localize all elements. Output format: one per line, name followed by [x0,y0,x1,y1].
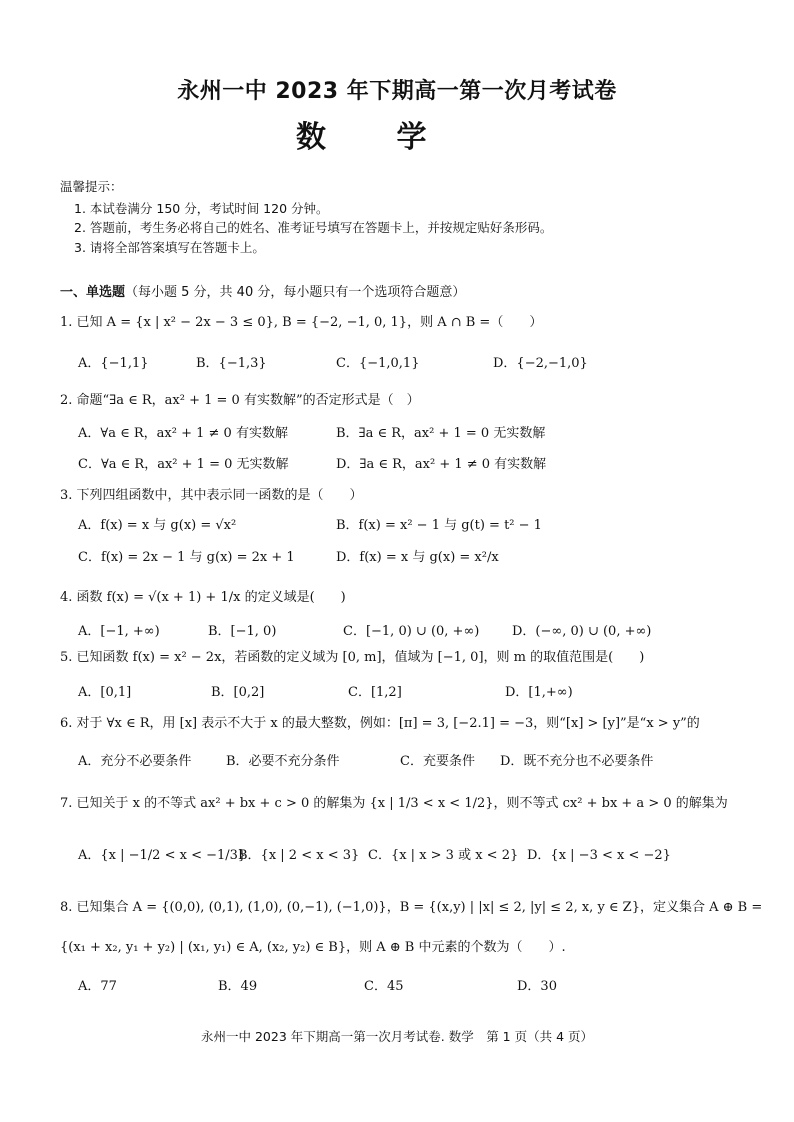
tips-heading: 温馨提示： [60,179,123,194]
question-stem: 4. 函数 f(x) = √(x + 1) + 1/x 的定义域是( ) [60,590,346,605]
question-stem: 1. 已知 A = {x | x² − 2x − 3 ≤ 0}, B = {−2, −1, 0, 1}，则 A ∩ B =（ ） [60,315,543,330]
option-c: C．[−1, 0) ∪ (0, +∞) [343,624,480,639]
option-d: D．{−2,−1,0} [493,356,588,371]
option-b: B．[0,2] [211,685,265,700]
option-c: C．充要条件 [400,754,475,769]
option-a: A．[0,1] [78,685,132,700]
option-d: D．[1,+∞) [505,685,573,700]
option-a: A．充分不必要条件 [78,754,192,769]
option-b: B．必要不充分条件 [226,754,340,769]
section-note: （每小题 5 分，共 40 分，每小题只有一个选项符合题意） [125,285,466,300]
option-b: B．f(x) = x² − 1 与 g(t) = t² − 1 [336,518,542,533]
option-b: B．{−1,3} [196,356,267,371]
question-stem: 6. 对于 ∀x ∈ R，用 [x] 表示不大于 x 的最大整数，例如：[π] = 3, [−2.1] = −3，则“[x] > [y]”是“x > y”的 [60,716,700,731]
question-stem: 5. 已知函数 f(x) = x² − 2x，若函数的定义域为 [0, m]，值域为 [−1, 0]，则 m 的取值范围是( ) [60,650,645,665]
section-title: 一、单选题 [60,285,126,300]
option-d: D．∃a ∈ R，ax² + 1 ≠ 0 有实数解 [336,457,547,472]
option-d: D．f(x) = x 与 g(x) = x²/x [336,550,499,565]
option-a: A．[−1, +∞) [78,624,160,639]
tip-item-2: 2. 答题前，考生务必将自己的姓名、准考证号填写在答题卡上，并按规定贴好条形码。 [74,220,553,235]
option-a: A．f(x) = x 与 g(x) = √x² [78,518,237,533]
exam-title: 永州一中 2023 年下期高一第一次月考试卷 [177,79,617,104]
section-heading [60,281,465,300]
subject-title: 数 学 [296,120,457,155]
option-a: A．{−1,1} [78,356,149,371]
question-stem: 3. 下列四组函数中，其中表示同一函数的是（ ） [60,488,363,503]
option-b: B．[−1, 0) [208,624,277,639]
option-c: C．{x | x > 3 或 x < 2} [368,848,519,863]
option-c: C．45 [364,979,404,994]
option-b: B．49 [218,979,258,994]
question-stem: 2. 命题“∃a ∈ R，ax² + 1 = 0 有实数解”的否定形式是（ ） [60,393,420,408]
tip-item-1: 1. 本试卷满分 150 分，考试时间 120 分钟。 [74,201,329,216]
tip-item-3: 3. 请将全部答案填写在答题卡上。 [74,240,265,255]
question-stem: 8. 已知集合 A = {(0,0), (0,1), (1,0), (0,−1), (−1,0)}，B = {(x,y) | |x| ≤ 2, |y| ≤ 2, x, y ∈ Z}，定义集合 A ⊕ B = [60,900,763,915]
page-footer: 永州一中 2023 年下期高一第一次月考试卷. 数学 第 1 页（共 4 页） [200,1029,593,1044]
option-d: D．{x | −3 < x < −2} [527,848,671,863]
option-b: B．∃a ∈ R，ax² + 1 = 0 无实数解 [336,426,546,441]
option-c: C．[1,2] [348,685,402,700]
option-a: A．{x | −1/2 < x < −1/3} [78,848,247,863]
option-a: A．∀a ∈ R，ax² + 1 ≠ 0 有实数解 [78,426,288,441]
question-stem: 7. 已知关于 x 的不等式 ax² + bx + c > 0 的解集为 {x | 1/3 < x < 1/2}，则不等式 cx² + bx + a > 0 的解集为 [60,796,728,811]
option-d: D．(−∞, 0) ∪ (0, +∞) [512,624,652,639]
option-b: B．{x | 2 < x < 3} [238,848,360,863]
option-c: C．∀a ∈ R，ax² + 1 = 0 无实数解 [78,457,289,472]
option-d: D．既不充分也不必要条件 [500,754,654,769]
option-c: C．f(x) = 2x − 1 与 g(x) = 2x + 1 [78,550,295,565]
option-c: C．{−1,0,1} [336,356,420,371]
question-stem-continued: {(x₁ + x₂, y₁ + y₂) | (x₁, y₁) ∈ A, (x₂, y₂) ∈ B}，则 A ⊕ B 中元素的个数为（ ）. [60,940,566,955]
option-a: A．77 [78,979,117,994]
option-d: D．30 [517,979,557,994]
